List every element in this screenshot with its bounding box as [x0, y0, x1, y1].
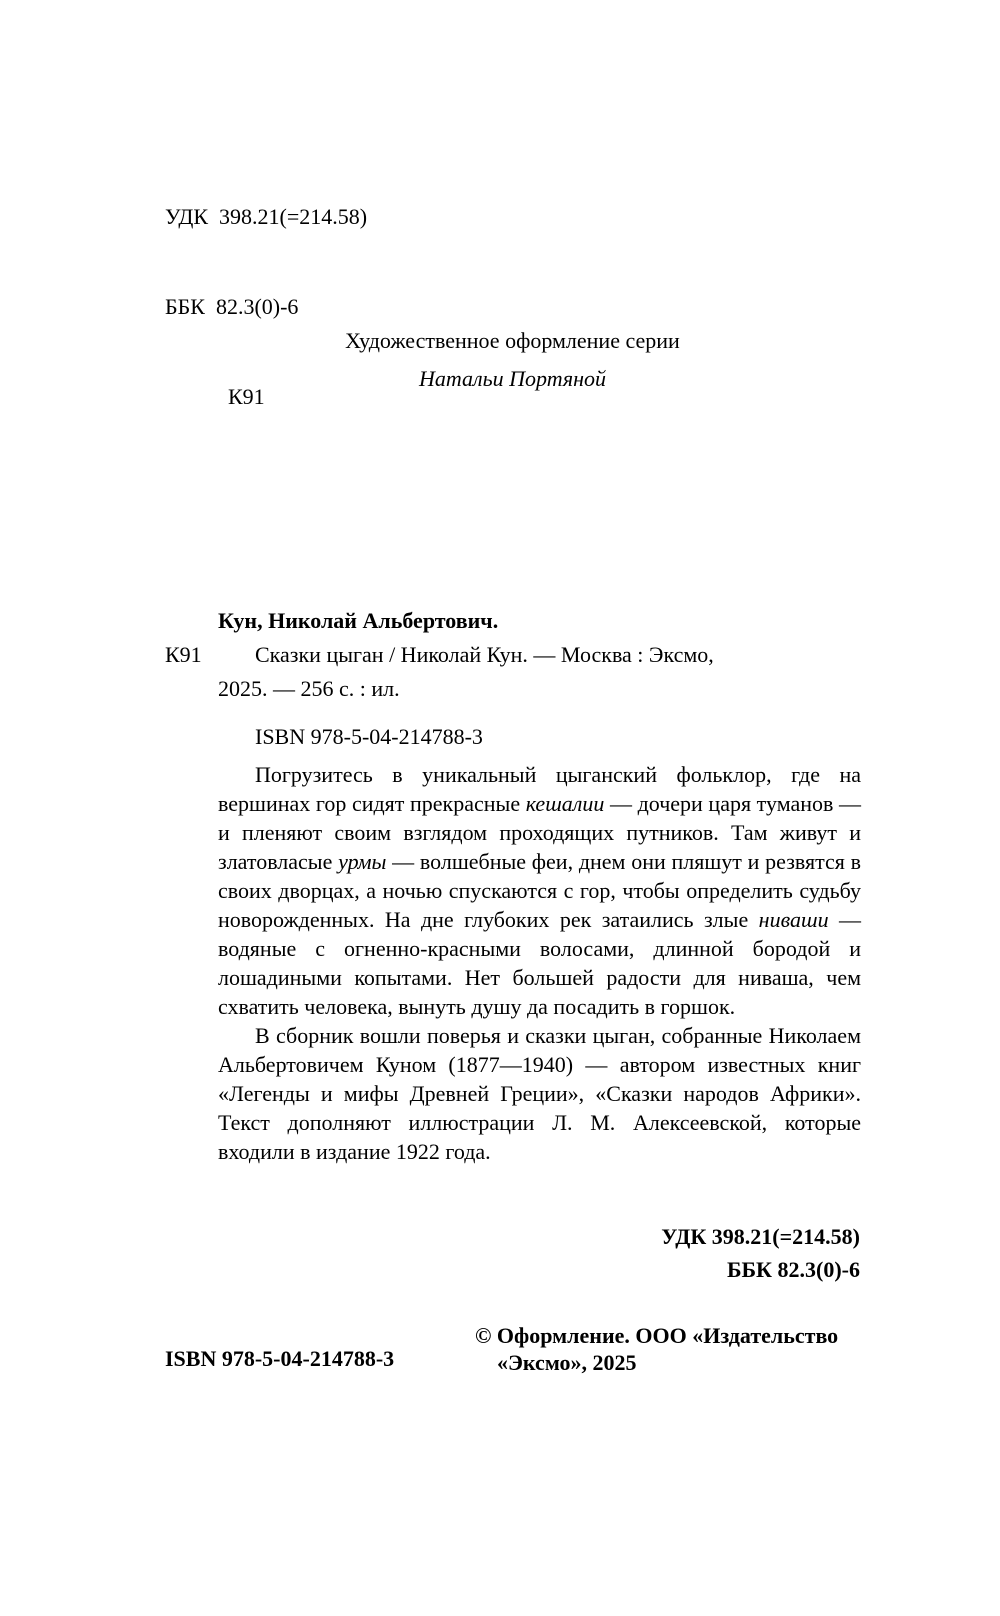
classification-block-bottom: [661, 1220, 860, 1286]
record-index: К91: [165, 642, 202, 667]
isbn-footer: ISBN 978-5-04-214788-3: [165, 1346, 395, 1371]
bbk-code-bottom: ББК 82.3(0)-6: [726, 1257, 860, 1282]
italic-term: ниваши: [758, 907, 829, 932]
udc-code-bottom: УДК 398.21(=214.58): [661, 1224, 860, 1249]
text-run: — водяные с огненно-красными волосами, длинной бородой и лошадиными копытами. Нет большей радости для ниваша, чем схватить человека, вынуть душу да посадить в горшок.: [218, 907, 862, 1019]
bbk-code-top: ББК 82.3(0)-6: [165, 294, 299, 319]
series-design-line: Художественное оформление серии: [345, 328, 680, 353]
text-run: — волшебные феи, днем они пляшут и резвятся в своих дворцах, а ночью спускаются с гор, чтобы определить судьбу новорожденных. На дне глубоких рек затаились злые: [218, 849, 862, 932]
series-design-note: [165, 322, 860, 398]
record-publication-line: 2025. — 256 с. : ил.: [218, 676, 400, 701]
copyright-line-2: «Эксмо», 2025: [497, 1350, 637, 1375]
text-run: Погрузитесь в уникальный цыганский фольклор, где на вершинах гор сидят прекрасные: [218, 762, 861, 816]
catalog-record: [165, 604, 865, 754]
annotation-paragraph-2: В сборник вошли поверья и сказки цыган, собранные Николаем Альбертовичем Куном (1877—1940) — автором известных книг «Легенды и мифы Древней Греции», «Сказки народов Африки». Текст дополняют иллюстрации Л. М. Алексеевской, которые входили в издание 1922 года.: [218, 1023, 861, 1164]
series-designer-name: Натальи Портяной: [418, 366, 607, 391]
classification-block-top: [165, 142, 367, 472]
author-heading: Кун, Николай Альбертович.: [218, 608, 499, 633]
copyright-line-1: © Оформление. ООО «Издательство: [475, 1323, 839, 1348]
text-run: — дочери царя туманов — и пленяют своим взглядом проходящих путников. Там живут и златовласые: [218, 791, 861, 874]
italic-term: урмы: [338, 849, 387, 874]
author-index-top: К91: [228, 384, 265, 409]
annotation-paragraph-1: [218, 760, 861, 1021]
copyright-notice: [475, 1322, 838, 1376]
isbn-record: ISBN 978-5-04-214788-3: [255, 724, 483, 749]
italic-term: кешалии: [525, 791, 605, 816]
record-title-line: Сказки цыган / Николай Кун. — Москва : Эксмо,: [255, 642, 714, 667]
record-title-row: [165, 638, 865, 672]
annotation: [218, 760, 861, 1166]
udc-code-top: УДК 398.21(=214.58): [165, 204, 368, 229]
